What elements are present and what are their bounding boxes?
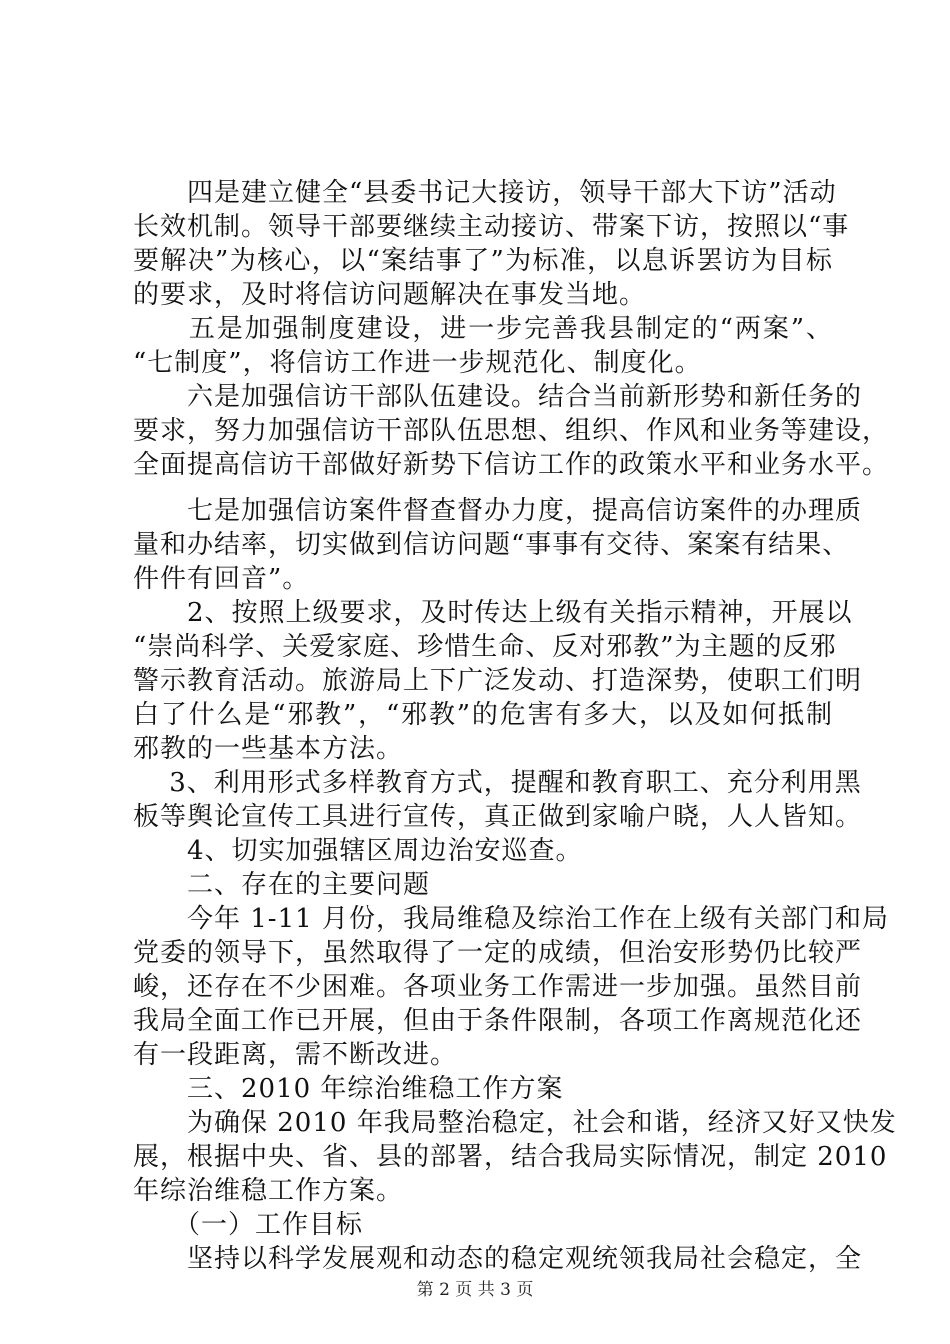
text-line: 年综治维稳工作方案。 <box>133 1176 404 1206</box>
text-line: 要求，努力加强信访干部队伍思想、组织、作风和业务等建设， <box>133 416 890 446</box>
text-line: 有一段距离，需不断改进。 <box>133 1040 458 1070</box>
text-line: 七是加强信访案件督查督办力度，提高信访案件的办理质 <box>133 496 863 526</box>
text-line: 展，根据中央、省、县的部署，结合我局实际情况，制定 2010 <box>133 1142 888 1172</box>
text-line: 我局全面工作已开展，但由于条件限制，各项工作离规范化还 <box>133 1006 863 1036</box>
text-line: 党委的领导下，虽然取得了一定的成绩，但治安形势仍比较严 <box>133 938 863 968</box>
text-line: 坚持以科学发展观和动态的稳定观统领我局社会稳定，全 <box>133 1244 863 1274</box>
text-line: 白了什么是“邪教”，“邪教”的危害有多大，以及如何抵制 <box>133 700 833 730</box>
text-line: 全面提高信访干部做好新势下信访工作的政策水平和业务水平。 <box>133 450 890 480</box>
text-line: 3、利用形式多样教育方式，提醒和教育职工、充分利用黑 <box>133 768 862 798</box>
text-line: 长效机制。领导干部要继续主动接访、带案下访，按照以“事 <box>133 212 850 242</box>
text-line: 警示教育活动。旅游局上下广泛发动、打造深势，使职工们明 <box>133 666 863 696</box>
text-line: 六是加强信访干部队伍建设。结合当前新形势和新任务的 <box>133 382 863 412</box>
text-line: 量和办结率，切实做到信访问题“事事有交待、案案有结果、 <box>133 530 850 560</box>
text-line: 邪教的一些基本方法。 <box>133 734 404 764</box>
text-line: “七制度”，将信访工作进一步规范化、制度化。 <box>133 348 702 378</box>
page-footer: 第 2 页 共 3 页 <box>416 1280 534 1300</box>
text-line: 要解决”为核心，以“案结事了”为标准，以息诉罢访为目标 <box>133 246 833 276</box>
subsection-heading: （一）工作目标 <box>133 1210 364 1240</box>
text-line: 今年 1-11 月份，我局维稳及综治工作在上级有关部门和局 <box>133 904 889 934</box>
text-line: 五是加强制度建设，进一步完善我县制定的“两案”、 <box>133 314 833 344</box>
text-line: 4、切实加强辖区周边治安巡查。 <box>133 836 583 866</box>
text-line: 峻，还存在不少困难。各项业务工作需进一步加强。虽然目前 <box>133 972 863 1002</box>
text-line: 2、按照上级要求，及时传达上级有关指示精神，开展以 <box>133 598 853 628</box>
text-line: 件件有回音”。 <box>133 564 310 594</box>
text-line: 板等舆论宣传工具进行宣传，真正做到家喻户晓，人人皆知。 <box>133 802 863 832</box>
text-line: 为确保 2010 年我局整治稳定，社会和谐，经济又好又快发 <box>133 1108 897 1138</box>
text-line: 的要求，及时将信访问题解决在事发当地。 <box>133 280 647 310</box>
section-heading: 三、2010 年综治维稳工作方案 <box>133 1074 564 1104</box>
text-line: “崇尚科学、关爱家庭、珍惜生命、反对邪教”为主题的反邪 <box>133 632 837 662</box>
text-line: 四是建立健全“县委书记大接访，领导干部大下访”活动 <box>133 178 837 208</box>
section-heading: 二、存在的主要问题 <box>133 870 431 900</box>
